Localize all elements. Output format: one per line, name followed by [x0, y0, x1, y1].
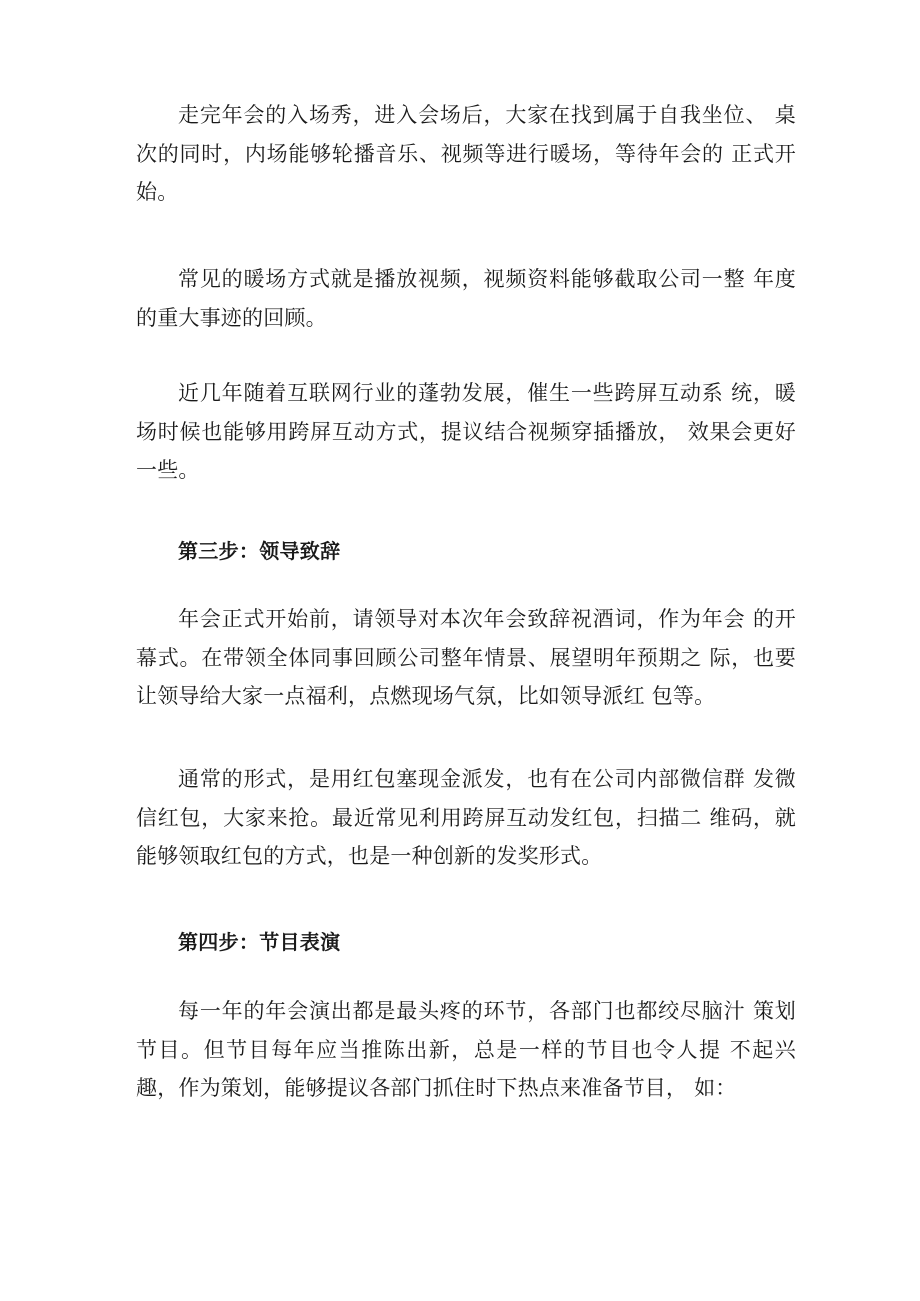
paragraph-red-envelope: 通常的形式，是用红包塞现金派发，也有在公司内部微信群 发微信红包，大家来抢。最近常见利用跨屏互动发红包，扫描二 维码，就能够领取红包的方式，也是一种创新的发奖形式。 [136, 767, 796, 868]
paragraph-warmup-video: 常见的暖场方式就是播放视频，视频资料能够截取公司一整 年度的重大事迹的回顾。 [136, 267, 796, 330]
paragraph-warmup-intro: 走完年会的入场秀，进入会场后，大家在找到属于自我坐位、 桌次的同时，内场能够轮播音乐、视频等进行暖场，等待年会的 正式开始。 [136, 103, 796, 204]
paragraph-performance: 每一年的年会演出都是最头疼的环节，各部门也都绞尽脑汁 策划节目。但节目每年应当推陈出新，总是一样的节目也令人提 不起兴趣，作为策划，能够提议各部门抓住时下热点来准备节目， 如： [136, 999, 796, 1100]
paragraph-leader-speech: 年会正式开始前，请领导对本次年会致辞祝酒词，作为年会 的开幕式。在带领全体同事回顾公司整年情景、展望明年预期之 际，也要让领导给大家一点福利，点燃现场气氛，比如领导派红 包等。 [136, 607, 796, 708]
paragraph-cross-screen: 近几年随着互联网行业的蓬勃发展，催生一些跨屏互动系 统，暖场时候也能够用跨屏互动方式，提议结合视频穿插播放， 效果会更好一些。 [136, 381, 796, 482]
heading-step-four: 第四步：节目表演 [178, 930, 341, 954]
heading-step-three: 第三步：领导致辞 [178, 539, 341, 563]
